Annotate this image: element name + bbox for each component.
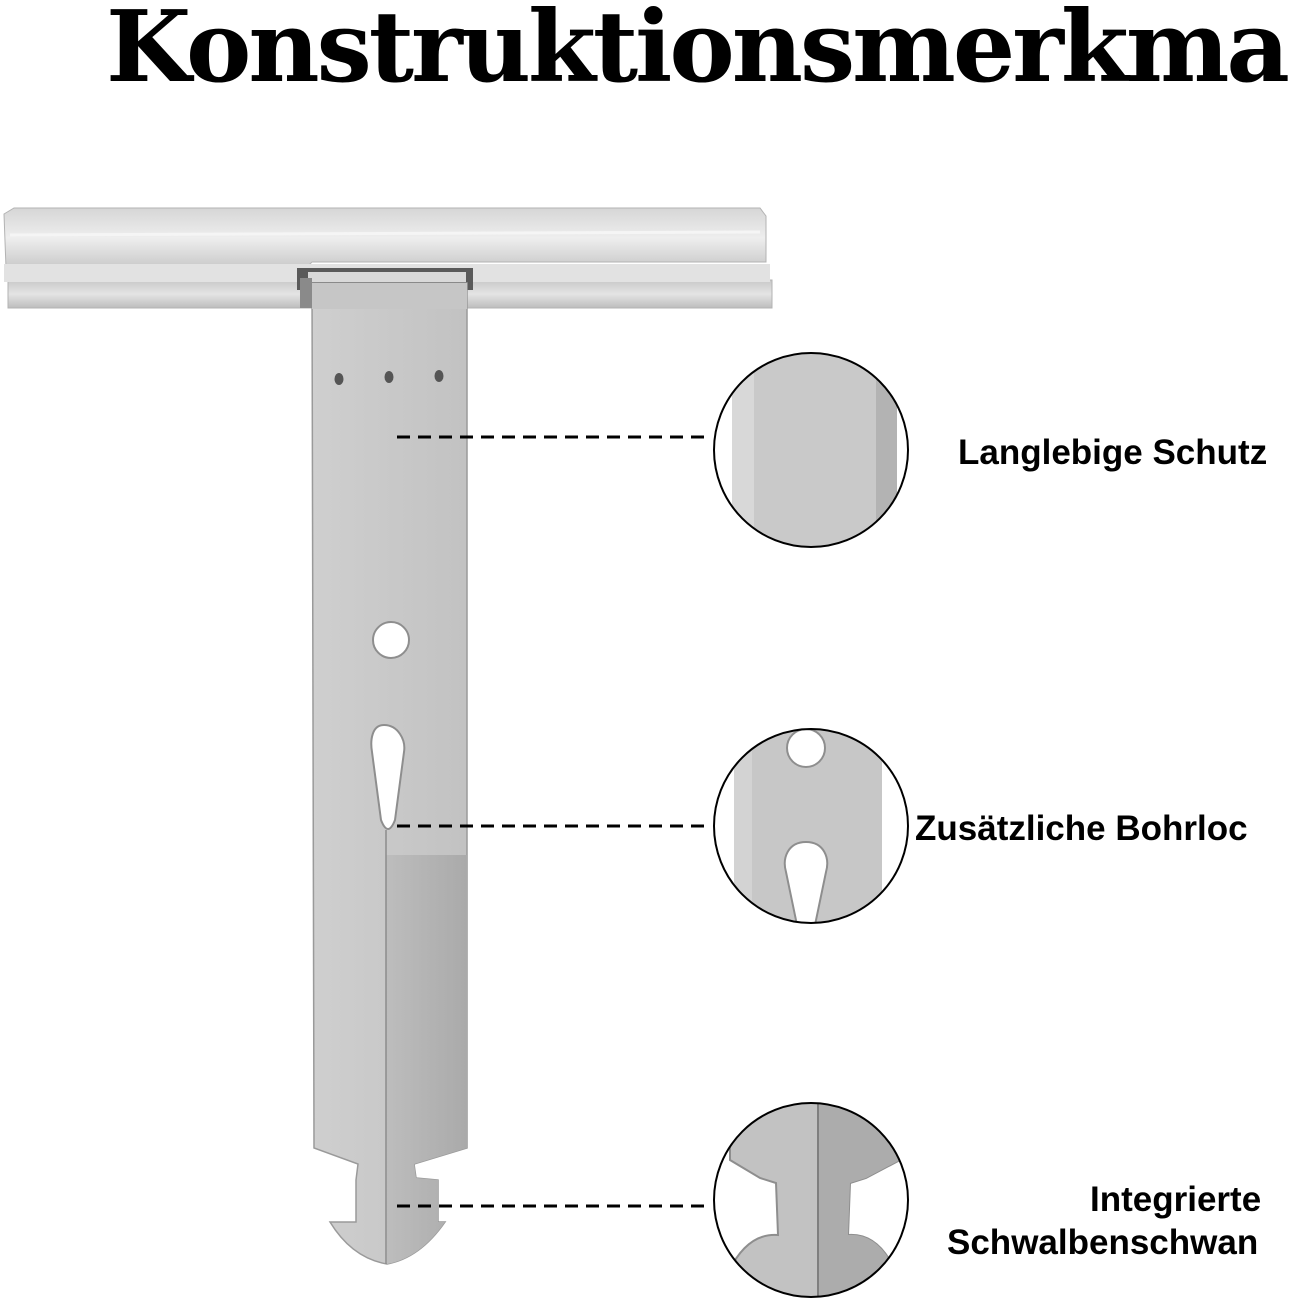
callout-label-dovetail-line1: Integrierte [1090,1180,1262,1219]
small-hole [435,370,444,382]
callout-label-dovetail-line2: Schwalbenschwan [947,1223,1259,1262]
small-hole [385,371,394,383]
callout-label-protection: Langlebige Schutz [958,433,1268,472]
small-hole [335,373,344,385]
drill-hole [373,622,409,658]
zoom-circle-surface [700,340,930,570]
mounting-strap [300,278,467,1264]
zoom-circle-dovetail [700,1095,930,1305]
callout-label-drill-hole: Zusätzliche Bohrloc [915,809,1248,848]
zoom-circle-drill-hole [700,720,930,950]
page-title: Konstruktionsmerkma [106,0,1287,105]
